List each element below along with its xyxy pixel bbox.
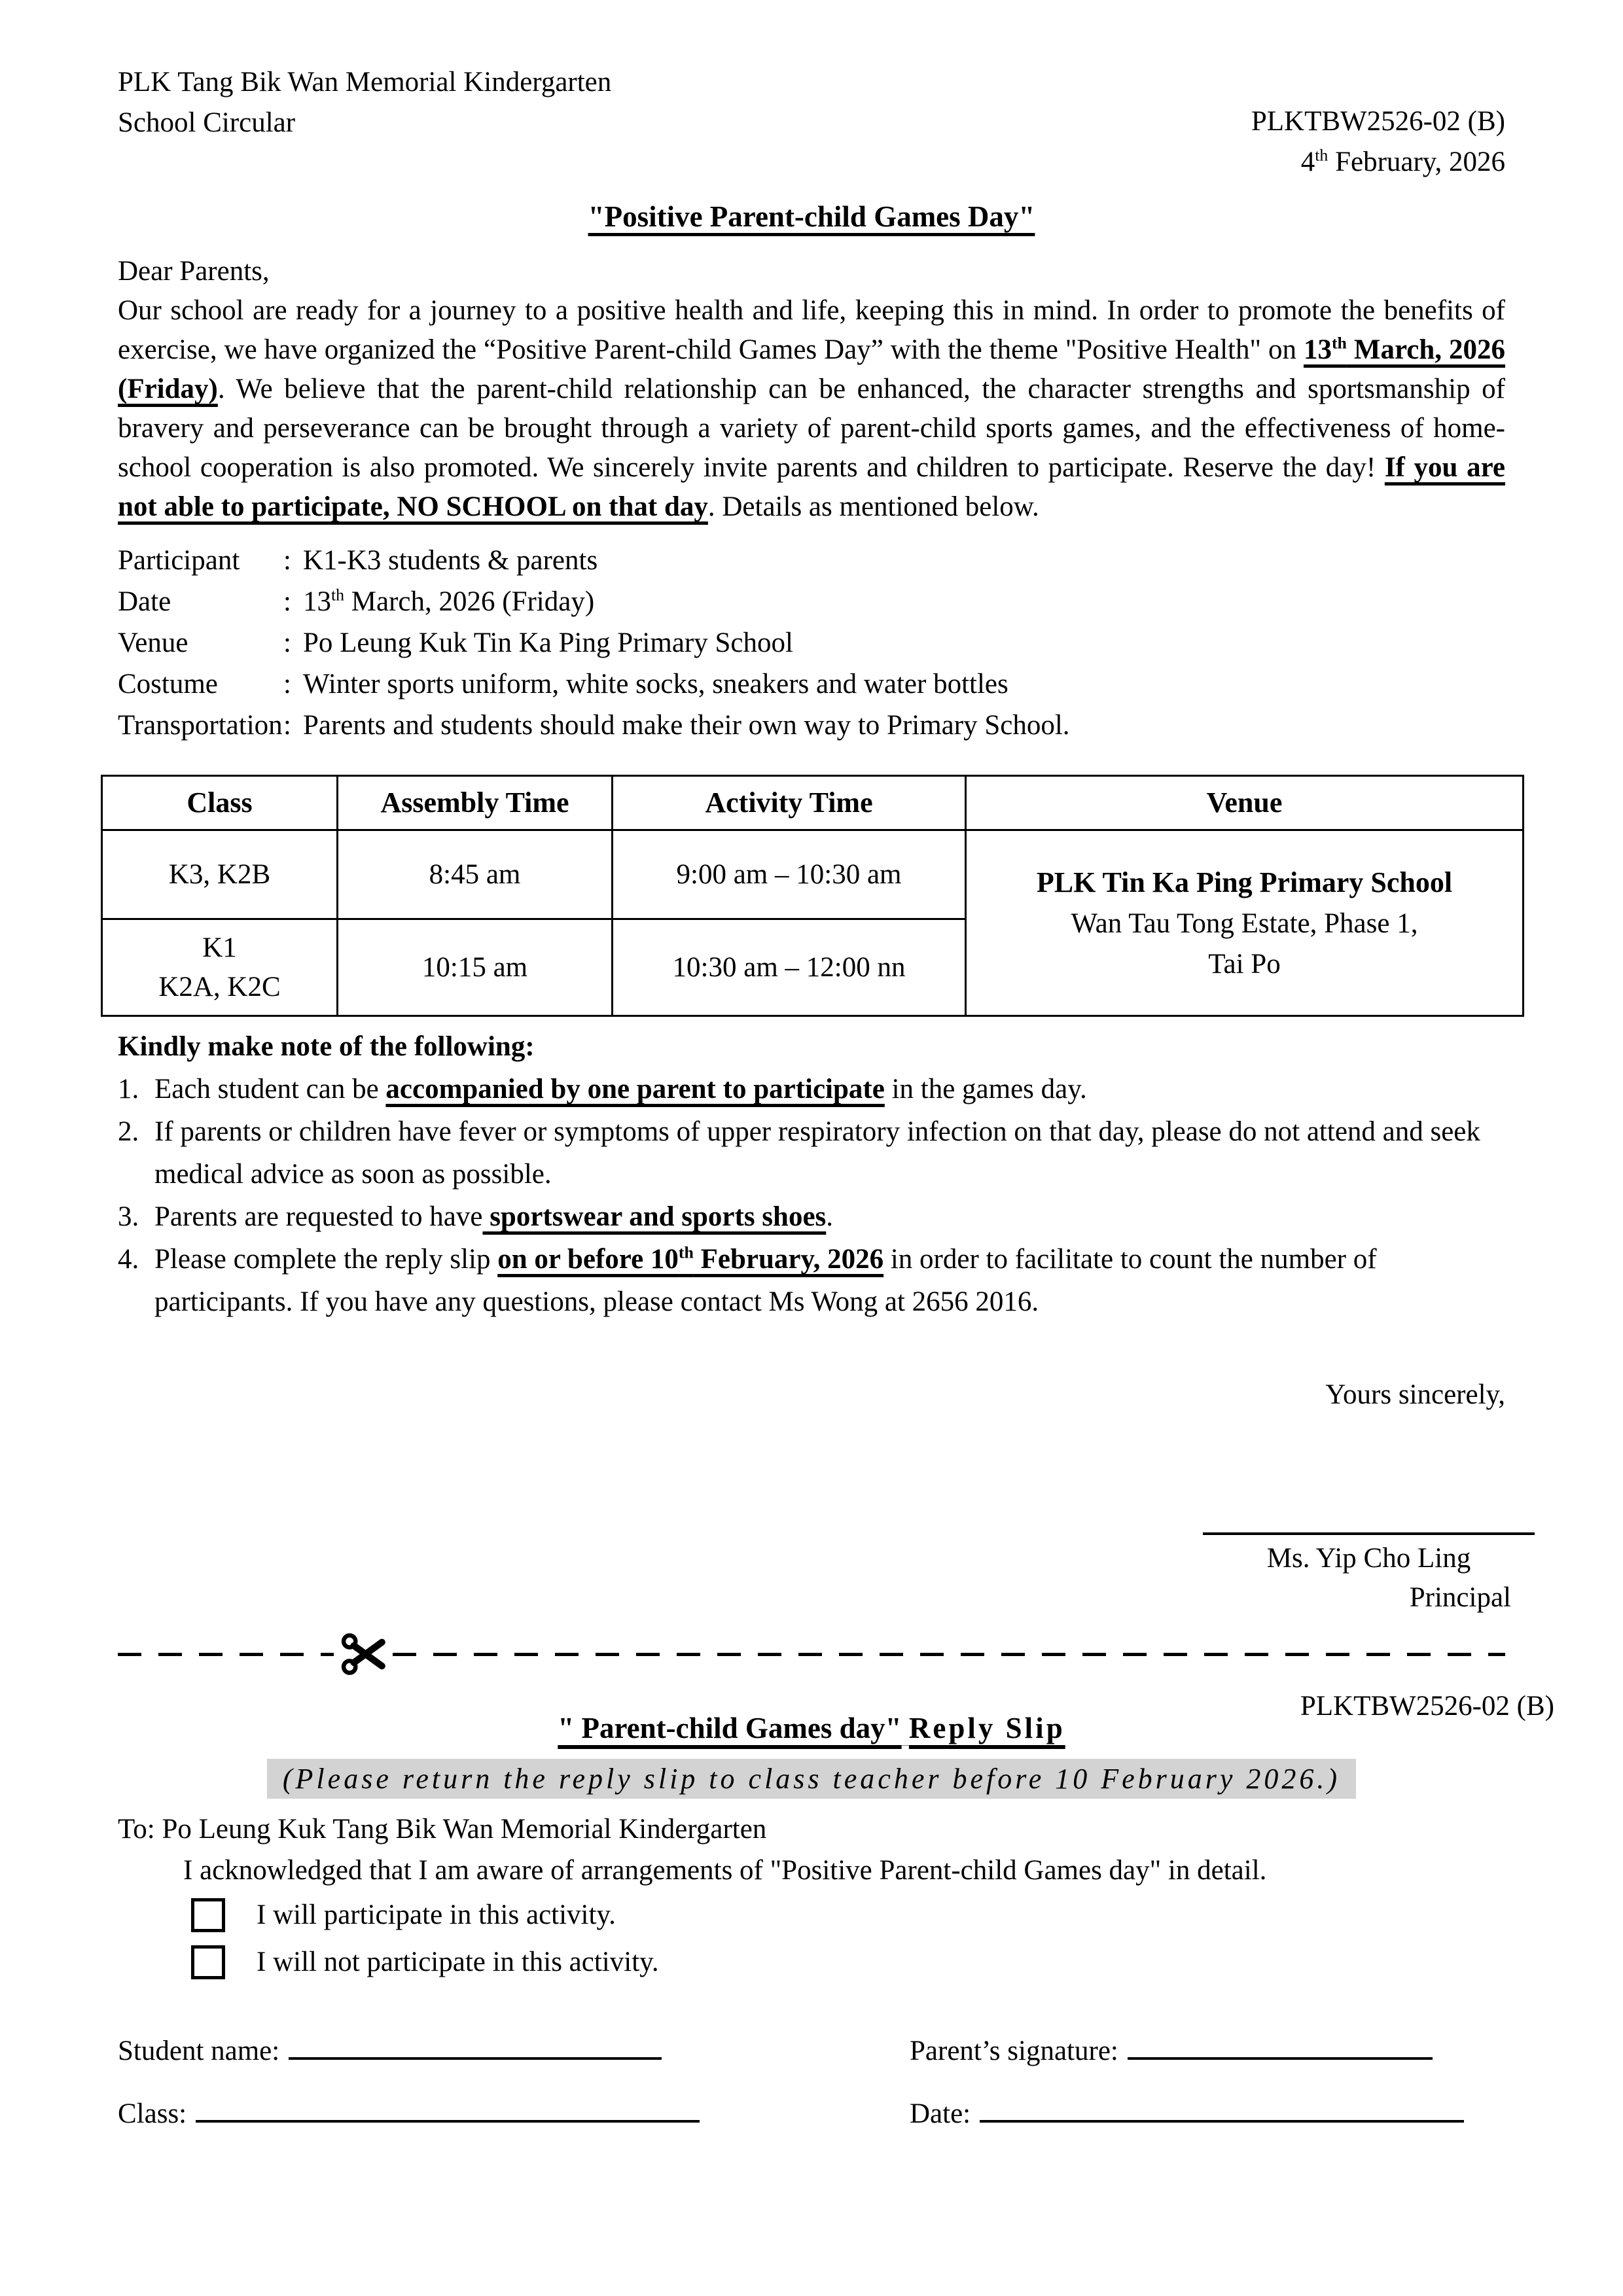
- header-right: [1251, 101, 1505, 183]
- class-label: Class:: [118, 2098, 187, 2129]
- note-text: Parents are requested to have sportswear and sports shoes.: [154, 1201, 834, 1232]
- note-item: [118, 1238, 1505, 1323]
- participate-checkbox[interactable]: [191, 1898, 225, 1932]
- return-note: (Please return the reply slip to class teacher before 10 February 2026.): [118, 1757, 1505, 1801]
- reply-slip-header: [118, 1691, 1554, 1751]
- acknowledgement-text: I acknowledged that I am aware of arrangements of "Positive Parent-child Games day" in detail.: [183, 1855, 1267, 1886]
- reply-slip-title: " Parent-child Games day" Reply Slip: [558, 1712, 1065, 1744]
- venue-cell: [966, 830, 1524, 1016]
- not-participate-option-label: I will not participate in this activity.: [257, 1947, 659, 1977]
- venue-address-line2: Tai Po: [1208, 948, 1281, 980]
- circular-title: "Positive Parent-child Games Day": [588, 200, 1035, 233]
- document-type: School Circular: [118, 107, 296, 138]
- participate-option[interactable]: [118, 1892, 1505, 1939]
- issue-date: 4th February, 2026: [1300, 145, 1505, 177]
- note-text: Each student can be accompanied by one parent to participate in the games day.: [154, 1074, 1087, 1104]
- body-paragraph: Our school are ready for a journey to a positive health and life, keeping this in mind. In order to promote the benefits of exercise, we have organized the “Positive Parent-child Games Day” with the theme "Positive Health" on 13th March, 2026 (Friday). We believe that the parent-child relationship can be enhanced, the character strengths and sportsmanship of bravery and perseverance can be brought through a variety of parent-child sports games, and the effectiveness of home-school cooperation is also promoted. We sincerely invite parents and children to participate. Reserve the day! If you are not able to participate, NO SCHOOL on that day. Details as mentioned below.: [118, 295, 1505, 522]
- reply-reference-number: PLKTBW2526-02 (B): [1300, 1691, 1554, 1722]
- detail-value: K1-K3 students & parents: [302, 545, 598, 576]
- salutation: Dear Parents,: [118, 256, 270, 287]
- note-number: 3.: [118, 1201, 139, 1232]
- note-item: [118, 1195, 1505, 1238]
- assembly-time-cell: 10:15 am: [338, 919, 613, 1016]
- class-blank[interactable]: [196, 2100, 700, 2123]
- detail-colon: :: [283, 586, 291, 617]
- note-text: If parents or children have fever or symptoms of upper respiratory infection on that day, please do not attend and seek medical advice as soon as possible.: [154, 1116, 1480, 1190]
- signatory-name: Ms. Yip Cho Ling: [1266, 1543, 1471, 1574]
- note-number: 4.: [118, 1244, 139, 1275]
- detail-colon: :: [283, 710, 291, 741]
- detail-label: Costume: [118, 669, 218, 699]
- column-header-venue: Venue: [966, 776, 1524, 830]
- student-name-blank[interactable]: [289, 2038, 662, 2060]
- parent-signature-label: Parent’s signature:: [910, 2036, 1118, 2066]
- event-details: [118, 540, 1505, 746]
- detail-colon: :: [283, 669, 291, 699]
- venue-name: PLK Tin Ka Ping Primary School: [1036, 866, 1453, 898]
- detail-label: Venue: [118, 627, 188, 658]
- student-name-field: [118, 2032, 910, 2071]
- reply-fields: [118, 2032, 1505, 2134]
- table-row: [102, 830, 1524, 919]
- schedule-table: [101, 775, 1524, 1017]
- venue-address-line1: Wan Tau Tong Estate, Phase 1,: [1071, 908, 1418, 939]
- class-cell: K3, K2B: [102, 830, 338, 919]
- cut-line-dashes: [393, 1653, 1505, 1656]
- fields-row: [118, 2094, 1505, 2134]
- table-header-row: [102, 776, 1524, 830]
- detail-label: Participant: [118, 545, 240, 576]
- note-item: [118, 1110, 1505, 1195]
- date-blank[interactable]: [980, 2100, 1464, 2123]
- column-header-assembly-time: Assembly Time: [338, 776, 613, 830]
- parent-signature-blank[interactable]: [1128, 2038, 1433, 2060]
- not-participate-checkbox[interactable]: [191, 1945, 225, 1979]
- signatory-title: Principal: [1409, 1582, 1511, 1613]
- note-number: 2.: [118, 1116, 139, 1147]
- assembly-time-cell: 8:45 am: [338, 830, 613, 919]
- reference-number: PLKTBW2526-02 (B): [1251, 106, 1505, 137]
- note-item: [118, 1068, 1505, 1110]
- detail-value: 13th March, 2026 (Friday): [302, 585, 595, 617]
- detail-row-costume: [118, 663, 1505, 705]
- reply-to-line: To: Po Leung Kuk Tang Bik Wan Memorial Kindergarten: [118, 1814, 767, 1845]
- class-field: [118, 2094, 910, 2134]
- detail-value: Po Leung Kuk Tin Ka Ping Primary School: [302, 627, 793, 658]
- participate-option-label: I will participate in this activity.: [257, 1899, 616, 1930]
- fields-row: [118, 2032, 1505, 2071]
- detail-row-date: [118, 581, 1505, 622]
- closing-sincerely: Yours sincerely,: [1325, 1379, 1505, 1410]
- column-header-activity-time: Activity Time: [613, 776, 966, 830]
- cut-line: [118, 1628, 1505, 1680]
- activity-time-cell: 10:30 am – 12:00 nn: [613, 919, 966, 1016]
- signature-block: [1203, 1531, 1535, 1617]
- detail-row-transportation: [118, 705, 1505, 746]
- detail-label: Transportation: [118, 710, 283, 741]
- not-participate-option[interactable]: [118, 1939, 1505, 1986]
- activity-time-cell: 9:00 am – 10:30 am: [613, 830, 966, 919]
- date-label: Date:: [910, 2098, 971, 2129]
- note-text: Please complete the reply slip on or before 10th February, 2026 in order to facilitate to count the number of participants. If you have any questions, please contact Ms Wong at 2656 2016.: [154, 1243, 1377, 1317]
- date-field: [910, 2094, 1464, 2134]
- school-name: PLK Tang Bik Wan Memorial Kindergarten: [118, 67, 612, 97]
- header: [118, 62, 1505, 185]
- class-cell: K1 K2A, K2C: [102, 919, 338, 1016]
- detail-row-venue: [118, 622, 1505, 663]
- detail-colon: :: [283, 545, 291, 576]
- column-header-class: Class: [102, 776, 338, 830]
- parent-signature-field: [910, 2032, 1433, 2071]
- student-name-label: Student name:: [118, 2036, 280, 2066]
- detail-label: Date: [118, 586, 171, 617]
- notes-heading: Kindly make note of the following:: [118, 1031, 535, 1062]
- detail-row-participant: [118, 540, 1505, 581]
- signature-line[interactable]: [1203, 1531, 1535, 1535]
- scissors-icon: [338, 1629, 389, 1680]
- detail-value: Winter sports uniform, white socks, sneakers and water bottles: [302, 669, 1008, 699]
- detail-value: Parents and students should make their own way to Primary School.: [302, 710, 1070, 741]
- detail-colon: :: [283, 627, 291, 658]
- note-number: 1.: [118, 1074, 139, 1104]
- cut-line-dashes: [118, 1653, 334, 1656]
